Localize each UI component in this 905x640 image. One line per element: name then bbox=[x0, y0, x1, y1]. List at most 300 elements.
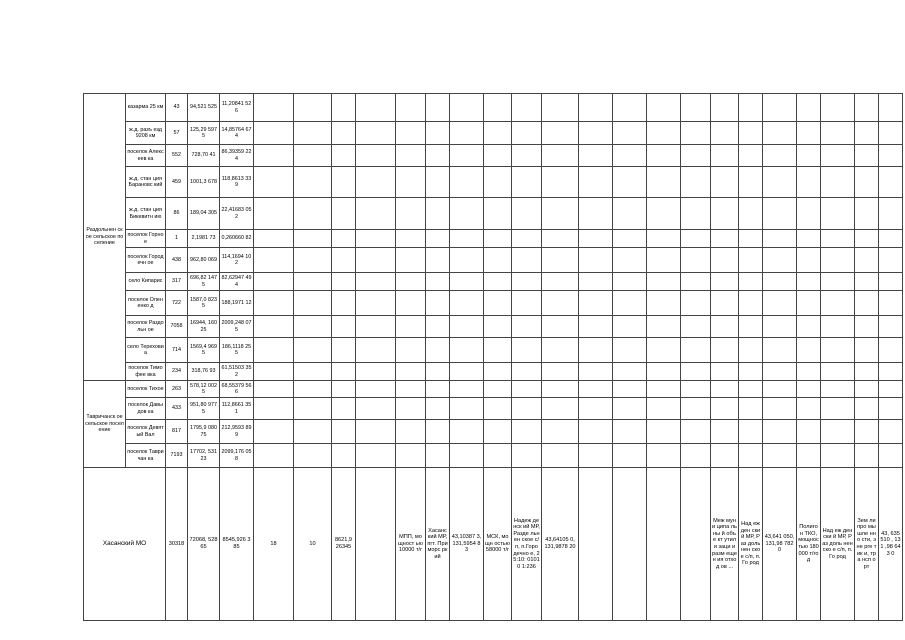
empty-cell bbox=[613, 167, 647, 198]
table-row bbox=[84, 248, 903, 273]
empty-cell bbox=[681, 468, 711, 621]
empty-cell bbox=[512, 273, 542, 291]
empty-cell bbox=[356, 398, 396, 420]
municipality-name-cell: Хасанский МО bbox=[84, 468, 166, 621]
empty-cell bbox=[332, 122, 356, 145]
empty-cell bbox=[855, 94, 879, 122]
empty-cell bbox=[613, 363, 647, 381]
empty-cell bbox=[821, 230, 855, 248]
empty-cell bbox=[254, 230, 294, 248]
empty-cell bbox=[294, 444, 332, 468]
empty-cell bbox=[681, 420, 711, 444]
empty-cell bbox=[711, 198, 739, 230]
empty-cell bbox=[879, 122, 903, 145]
locality-cell: поселок Давыдов ка bbox=[126, 398, 166, 420]
value-cell: 68,55379 566 bbox=[220, 381, 254, 398]
empty-cell bbox=[484, 122, 512, 145]
empty-cell bbox=[396, 94, 426, 122]
empty-cell bbox=[332, 363, 356, 381]
area-cell: 318,76 93 bbox=[188, 363, 220, 381]
empty-cell bbox=[542, 122, 579, 145]
empty-cell bbox=[294, 273, 332, 291]
empty-cell bbox=[426, 94, 450, 122]
empty-cell bbox=[879, 230, 903, 248]
empty-cell bbox=[821, 291, 855, 316]
empty-cell bbox=[739, 363, 763, 381]
empty-cell bbox=[254, 273, 294, 291]
empty-cell bbox=[855, 381, 879, 398]
value-cell: 2009,248 075 bbox=[220, 316, 254, 338]
empty-cell bbox=[855, 230, 879, 248]
empty-cell bbox=[647, 198, 681, 230]
empty-cell bbox=[711, 122, 739, 145]
area-cell: 16944, 16025 bbox=[188, 316, 220, 338]
locality-cell: ж.д. разъ езд 9208 км bbox=[126, 122, 166, 145]
empty-cell bbox=[356, 444, 396, 468]
empty-cell bbox=[484, 273, 512, 291]
value-cell: 186,1118 255 bbox=[220, 338, 254, 363]
empty-cell bbox=[542, 381, 579, 398]
empty-cell bbox=[542, 94, 579, 122]
empty-cell bbox=[484, 381, 512, 398]
empty-cell bbox=[647, 338, 681, 363]
empty-cell bbox=[484, 398, 512, 420]
empty-cell bbox=[396, 230, 426, 248]
population-cell: 459 bbox=[166, 167, 188, 198]
empty-cell bbox=[647, 291, 681, 316]
empty-cell bbox=[450, 145, 484, 167]
empty-cell bbox=[739, 398, 763, 420]
empty-cell bbox=[763, 230, 797, 248]
area-cell: 1587,0 8235 bbox=[188, 291, 220, 316]
empty-cell bbox=[739, 248, 763, 273]
empty-cell bbox=[356, 363, 396, 381]
empty-cell bbox=[821, 398, 855, 420]
empty-cell bbox=[294, 338, 332, 363]
object-cell: Меж муни ципа льны й объе кт утили заци и разм ещен ия отход ов ... bbox=[711, 468, 739, 621]
empty-cell bbox=[542, 230, 579, 248]
table-row bbox=[84, 291, 903, 316]
empty-cell bbox=[579, 398, 613, 420]
empty-cell bbox=[681, 363, 711, 381]
locality-cell: поселок Раздольн ое bbox=[126, 316, 166, 338]
population-cell: 317 bbox=[166, 273, 188, 291]
empty-cell bbox=[855, 316, 879, 338]
empty-cell bbox=[797, 444, 821, 468]
empty-cell bbox=[821, 145, 855, 167]
empty-cell bbox=[332, 420, 356, 444]
empty-cell bbox=[542, 145, 579, 167]
population-cell: 43 bbox=[166, 94, 188, 122]
empty-cell bbox=[332, 398, 356, 420]
empty-cell bbox=[426, 122, 450, 145]
area-cell: 578,12 0025 bbox=[188, 381, 220, 398]
empty-cell bbox=[254, 122, 294, 145]
area-cell: 2,1981 73 bbox=[188, 230, 220, 248]
value-cell: 188,1971 12 bbox=[220, 291, 254, 316]
table-row bbox=[84, 398, 903, 420]
empty-cell bbox=[254, 363, 294, 381]
empty-cell bbox=[294, 145, 332, 167]
empty-cell bbox=[763, 291, 797, 316]
empty-cell bbox=[739, 338, 763, 363]
empty-cell bbox=[647, 94, 681, 122]
empty-cell bbox=[681, 122, 711, 145]
empty-cell bbox=[356, 230, 396, 248]
empty-cell bbox=[484, 420, 512, 444]
locality-cell: поселок Алексеев ка bbox=[126, 145, 166, 167]
empty-cell bbox=[681, 94, 711, 122]
empty-cell bbox=[613, 316, 647, 338]
value-cell: 212,9593 899 bbox=[220, 420, 254, 444]
area-cell: 125,29 5975 bbox=[188, 122, 220, 145]
empty-cell bbox=[797, 230, 821, 248]
empty-cell bbox=[647, 167, 681, 198]
empty-cell bbox=[879, 316, 903, 338]
empty-cell bbox=[763, 94, 797, 122]
empty-cell bbox=[450, 291, 484, 316]
population-cell: 433 bbox=[166, 398, 188, 420]
empty-cell bbox=[254, 167, 294, 198]
empty-cell bbox=[613, 198, 647, 230]
empty-cell bbox=[763, 420, 797, 444]
empty-cell bbox=[396, 122, 426, 145]
empty-cell bbox=[711, 316, 739, 338]
summary-row bbox=[84, 468, 903, 621]
empty-cell bbox=[763, 198, 797, 230]
empty-cell bbox=[254, 444, 294, 468]
empty-cell bbox=[647, 468, 681, 621]
empty-cell bbox=[332, 248, 356, 273]
empty-cell bbox=[484, 145, 512, 167]
empty-cell bbox=[294, 316, 332, 338]
empty-cell bbox=[426, 273, 450, 291]
empty-cell bbox=[763, 145, 797, 167]
location-cell: Надеж денск ий МР, Разде льнен ское с/п, п.Горо дечно е, 25:10: 01010 1:236 bbox=[512, 468, 542, 621]
empty-cell bbox=[332, 381, 356, 398]
empty-cell bbox=[855, 248, 879, 273]
empty-cell bbox=[542, 291, 579, 316]
empty-cell bbox=[739, 94, 763, 122]
empty-cell bbox=[879, 167, 903, 198]
empty-cell bbox=[711, 444, 739, 468]
empty-cell bbox=[613, 444, 647, 468]
table-row bbox=[84, 230, 903, 248]
empty-cell bbox=[681, 381, 711, 398]
empty-cell bbox=[332, 338, 356, 363]
empty-cell bbox=[579, 363, 613, 381]
empty-cell bbox=[542, 198, 579, 230]
empty-cell bbox=[356, 94, 396, 122]
value-cell: 114,1694 102 bbox=[220, 248, 254, 273]
empty-cell bbox=[711, 94, 739, 122]
empty-cell bbox=[356, 381, 396, 398]
empty-cell bbox=[647, 273, 681, 291]
empty-cell bbox=[579, 273, 613, 291]
empty-cell bbox=[739, 122, 763, 145]
empty-cell bbox=[739, 198, 763, 230]
locality-cell: поселок Девятый Вал bbox=[126, 420, 166, 444]
empty-cell bbox=[821, 444, 855, 468]
empty-cell bbox=[254, 420, 294, 444]
area-cell: 728,70 41 bbox=[188, 145, 220, 167]
empty-cell bbox=[512, 122, 542, 145]
empty-cell bbox=[879, 198, 903, 230]
empty-cell bbox=[613, 291, 647, 316]
empty-cell bbox=[647, 248, 681, 273]
empty-cell bbox=[294, 363, 332, 381]
empty-cell bbox=[484, 363, 512, 381]
empty-cell bbox=[426, 167, 450, 198]
empty-cell bbox=[254, 145, 294, 167]
empty-cell bbox=[613, 122, 647, 145]
empty-cell bbox=[579, 420, 613, 444]
empty-cell bbox=[879, 420, 903, 444]
empty-cell bbox=[681, 145, 711, 167]
facility-cell: МПП, мощност ью 10000 т/г bbox=[396, 468, 426, 621]
empty-cell bbox=[797, 273, 821, 291]
empty-cell bbox=[396, 316, 426, 338]
location-cell: Над еж ден ски й МР, Раз доль нен ско е с/п, п.Го род bbox=[739, 468, 763, 621]
data-table bbox=[83, 93, 903, 621]
empty-cell bbox=[396, 338, 426, 363]
empty-cell bbox=[450, 273, 484, 291]
empty-cell bbox=[711, 398, 739, 420]
empty-cell bbox=[681, 167, 711, 198]
empty-cell bbox=[579, 291, 613, 316]
coordinates-cell: 43,10387 3, 131,5954 83 bbox=[450, 468, 484, 621]
population-cell: 438 bbox=[166, 248, 188, 273]
empty-cell bbox=[579, 122, 613, 145]
empty-cell bbox=[512, 398, 542, 420]
empty-cell bbox=[711, 273, 739, 291]
population-cell: 817 bbox=[166, 420, 188, 444]
empty-cell bbox=[332, 273, 356, 291]
empty-cell bbox=[426, 316, 450, 338]
empty-cell bbox=[254, 381, 294, 398]
empty-cell bbox=[356, 420, 396, 444]
empty-cell bbox=[797, 316, 821, 338]
locality-cell: казарма 25 км bbox=[126, 94, 166, 122]
empty-cell bbox=[855, 363, 879, 381]
empty-cell bbox=[763, 122, 797, 145]
empty-cell bbox=[294, 291, 332, 316]
empty-cell bbox=[879, 273, 903, 291]
empty-cell bbox=[254, 398, 294, 420]
empty-cell bbox=[821, 198, 855, 230]
empty-cell bbox=[739, 273, 763, 291]
empty-cell bbox=[579, 94, 613, 122]
population-cell: 263 bbox=[166, 381, 188, 398]
empty-cell bbox=[484, 338, 512, 363]
empty-cell bbox=[396, 291, 426, 316]
empty-cell bbox=[542, 273, 579, 291]
empty-cell bbox=[512, 94, 542, 122]
empty-cell bbox=[797, 338, 821, 363]
empty-cell bbox=[332, 145, 356, 167]
empty-cell bbox=[512, 338, 542, 363]
empty-cell bbox=[396, 444, 426, 468]
table-row bbox=[84, 122, 903, 145]
empty-cell bbox=[647, 398, 681, 420]
empty-cell bbox=[332, 444, 356, 468]
empty-cell bbox=[356, 167, 396, 198]
area-cell: 1795,9 08075 bbox=[188, 420, 220, 444]
area-cell: 72068, 52865 bbox=[188, 468, 220, 621]
population-cell: 714 bbox=[166, 338, 188, 363]
table-row bbox=[84, 94, 903, 122]
empty-cell bbox=[512, 145, 542, 167]
empty-cell bbox=[512, 381, 542, 398]
empty-cell bbox=[396, 198, 426, 230]
population-cell: 7058 bbox=[166, 316, 188, 338]
empty-cell bbox=[855, 145, 879, 167]
empty-cell bbox=[484, 444, 512, 468]
empty-cell bbox=[450, 398, 484, 420]
empty-cell bbox=[797, 291, 821, 316]
empty-cell bbox=[711, 230, 739, 248]
empty-cell bbox=[763, 273, 797, 291]
empty-cell bbox=[484, 167, 512, 198]
empty-cell bbox=[739, 230, 763, 248]
empty-cell bbox=[254, 291, 294, 316]
empty-cell bbox=[821, 122, 855, 145]
empty-cell bbox=[396, 420, 426, 444]
empty-cell bbox=[512, 198, 542, 230]
empty-cell bbox=[426, 398, 450, 420]
empty-cell bbox=[450, 316, 484, 338]
empty-cell bbox=[797, 381, 821, 398]
empty-cell bbox=[484, 291, 512, 316]
empty-cell bbox=[681, 338, 711, 363]
empty-cell bbox=[426, 291, 450, 316]
empty-cell bbox=[879, 291, 903, 316]
empty-cell bbox=[613, 338, 647, 363]
empty-cell bbox=[855, 273, 879, 291]
empty-cell bbox=[739, 316, 763, 338]
empty-cell bbox=[426, 338, 450, 363]
empty-cell bbox=[396, 248, 426, 273]
population-cell: 57 bbox=[166, 122, 188, 145]
empty-cell bbox=[254, 316, 294, 338]
empty-cell bbox=[711, 381, 739, 398]
empty-cell bbox=[426, 230, 450, 248]
empty-cell bbox=[426, 248, 450, 273]
empty-cell bbox=[542, 248, 579, 273]
value-cell: 22,41683 052 bbox=[220, 198, 254, 230]
empty-cell bbox=[356, 468, 396, 621]
empty-cell bbox=[797, 94, 821, 122]
locality-cell: поселок Олененко д bbox=[126, 291, 166, 316]
empty-cell bbox=[579, 145, 613, 167]
empty-cell bbox=[855, 444, 879, 468]
empty-cell bbox=[579, 230, 613, 248]
area-cell: 189,04 305 bbox=[188, 198, 220, 230]
empty-cell bbox=[763, 398, 797, 420]
empty-cell bbox=[512, 363, 542, 381]
empty-cell bbox=[332, 94, 356, 122]
locality-cell: поселок Тавричан ка bbox=[126, 444, 166, 468]
value-cell: 8545,926 385 bbox=[220, 468, 254, 621]
empty-cell bbox=[542, 420, 579, 444]
empty-cell bbox=[294, 381, 332, 398]
table-row bbox=[84, 338, 903, 363]
empty-cell bbox=[855, 291, 879, 316]
value-cell: 61,51503 352 bbox=[220, 363, 254, 381]
value-cell: 86,39359 224 bbox=[220, 145, 254, 167]
empty-cell bbox=[484, 94, 512, 122]
table-row bbox=[84, 198, 903, 230]
locality-cell: поселок Городечн ое bbox=[126, 248, 166, 273]
empty-cell bbox=[681, 316, 711, 338]
locality-cell: поселок Тимофее вка bbox=[126, 363, 166, 381]
empty-cell bbox=[739, 420, 763, 444]
location-cell: Над еж ден ски й МР, Раз доль нен ско е с/п, п.Го род bbox=[821, 468, 855, 621]
empty-cell bbox=[821, 363, 855, 381]
empty-cell bbox=[579, 167, 613, 198]
locality-cell: поселок Горное bbox=[126, 230, 166, 248]
empty-cell bbox=[254, 338, 294, 363]
coordinates-cell: 43,64105 0, 131,9878 20 bbox=[542, 468, 579, 621]
empty-cell bbox=[396, 145, 426, 167]
empty-cell bbox=[797, 145, 821, 167]
empty-cell bbox=[681, 198, 711, 230]
empty-cell bbox=[647, 145, 681, 167]
empty-cell bbox=[879, 363, 903, 381]
empty-cell bbox=[356, 291, 396, 316]
empty-cell bbox=[579, 468, 613, 621]
empty-cell bbox=[797, 122, 821, 145]
empty-cell bbox=[739, 291, 763, 316]
empty-cell bbox=[396, 363, 426, 381]
empty-cell bbox=[879, 338, 903, 363]
empty-cell bbox=[542, 316, 579, 338]
empty-cell bbox=[356, 248, 396, 273]
empty-cell bbox=[356, 273, 396, 291]
empty-cell bbox=[681, 444, 711, 468]
empty-cell bbox=[681, 398, 711, 420]
empty-cell bbox=[879, 248, 903, 273]
locality-cell: ж.д. стан ция Барановс кий bbox=[126, 167, 166, 198]
empty-cell bbox=[613, 94, 647, 122]
empty-cell bbox=[613, 468, 647, 621]
empty-cell bbox=[613, 248, 647, 273]
coordinates-cell: 43, 635 510 , 131 ,98 643 0 bbox=[879, 468, 903, 621]
facility-cell: МСК, мощн остью 58000 т/г bbox=[484, 468, 512, 621]
empty-cell bbox=[356, 338, 396, 363]
empty-cell bbox=[396, 273, 426, 291]
population-cell: 30318 bbox=[166, 468, 188, 621]
empty-cell bbox=[450, 167, 484, 198]
empty-cell bbox=[426, 363, 450, 381]
empty-cell bbox=[763, 381, 797, 398]
empty-cell bbox=[821, 381, 855, 398]
empty-cell bbox=[450, 122, 484, 145]
empty-cell bbox=[332, 316, 356, 338]
area-cell: 696,82 1475 bbox=[188, 273, 220, 291]
empty-cell bbox=[579, 338, 613, 363]
empty-cell bbox=[426, 444, 450, 468]
empty-cell bbox=[681, 230, 711, 248]
empty-cell bbox=[579, 381, 613, 398]
empty-cell bbox=[426, 198, 450, 230]
empty-cell bbox=[294, 398, 332, 420]
empty-cell bbox=[879, 94, 903, 122]
empty-cell bbox=[332, 198, 356, 230]
empty-cell bbox=[681, 273, 711, 291]
empty-cell bbox=[332, 230, 356, 248]
empty-cell bbox=[450, 248, 484, 273]
